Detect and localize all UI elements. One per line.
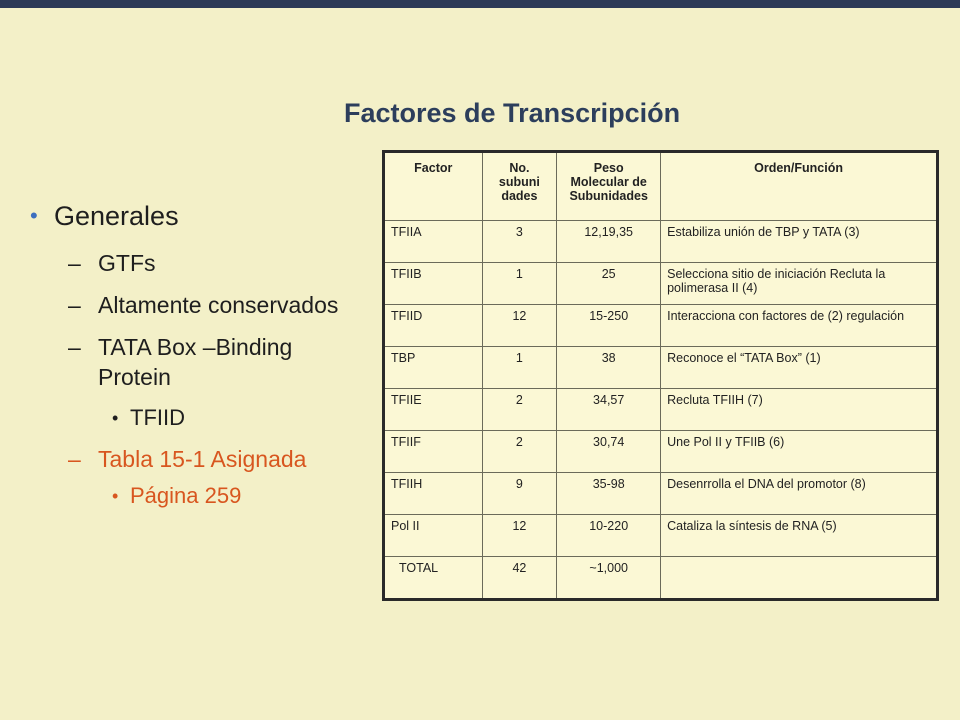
cell-weight: 10-220 xyxy=(557,515,661,557)
dash-icon: – xyxy=(68,446,81,472)
cell-factor: Pol II xyxy=(384,515,483,557)
slide-title: Factores de Transcripción xyxy=(344,98,681,128)
cell-function: Une Pol II y TFIIB (6) xyxy=(661,431,938,473)
header-function: Orden/Función xyxy=(661,152,938,221)
cell-weight: 30,74 xyxy=(557,431,661,473)
cell-factor: TFIIF xyxy=(384,431,483,473)
table-row xyxy=(384,515,938,557)
cell-function: Selecciona sitio de iniciación Recluta la polimerasa II (4) xyxy=(661,263,938,305)
cell-weight: 15-250 xyxy=(557,305,661,347)
table-header-row xyxy=(384,152,938,221)
dash-icon: – xyxy=(68,250,81,276)
bullet-tabla xyxy=(30,444,370,474)
bullet-text: Generales xyxy=(54,201,179,231)
cell-subunits: 12 xyxy=(482,305,557,347)
bullet-tata xyxy=(30,332,370,392)
table-row xyxy=(384,389,938,431)
bullet-gtfs xyxy=(30,248,370,278)
cell-factor: TFIIA xyxy=(384,221,483,263)
bullet-text: Tabla 15-1 Asignada xyxy=(98,446,307,472)
bullet-dot-icon: • xyxy=(30,203,38,228)
cell-function: Desenrrolla el DNA del promotor (8) xyxy=(661,473,938,515)
dash-icon: – xyxy=(68,292,81,318)
cell-function: Reconoce el “TATA Box” (1) xyxy=(661,347,938,389)
cell-subunits: 2 xyxy=(482,389,557,431)
cell-function: Recluta TFIIH (7) xyxy=(661,389,938,431)
cell-subunits: 2 xyxy=(482,431,557,473)
bullet-text: Página 259 xyxy=(130,483,242,508)
cell-function: Interacciona con factores de (2) regulación xyxy=(661,305,938,347)
table-row xyxy=(384,263,938,305)
factors-table xyxy=(382,150,939,601)
table-row xyxy=(384,473,938,515)
cell-factor: TFIIH xyxy=(384,473,483,515)
header-factor: Factor xyxy=(384,152,483,221)
cell-subunits: 1 xyxy=(482,263,557,305)
cell-function xyxy=(661,557,938,600)
bullet-altamente xyxy=(30,290,370,320)
cell-factor: TBP xyxy=(384,347,483,389)
bullet-generales xyxy=(30,200,370,232)
bullet-text: GTFs xyxy=(98,250,156,276)
table-row xyxy=(384,305,938,347)
header-subunits: No. subuni dades xyxy=(482,152,557,221)
cell-subunits: 12 xyxy=(482,515,557,557)
cell-subunits: 42 xyxy=(482,557,557,600)
cell-weight: ~1,000 xyxy=(557,557,661,600)
cell-weight: 34,57 xyxy=(557,389,661,431)
cell-function: Cataliza la síntesis de RNA (5) xyxy=(661,515,938,557)
table-row xyxy=(384,431,938,473)
bullet-dot-icon: • xyxy=(112,408,119,428)
bullet-text: TFIID xyxy=(130,405,185,430)
bullet-pagina xyxy=(30,482,370,510)
table-row xyxy=(384,347,938,389)
cell-function: Estabiliza unión de TBP y TATA (3) xyxy=(661,221,938,263)
table-row xyxy=(384,221,938,263)
cell-factor: TFIIB xyxy=(384,263,483,305)
cell-weight: 38 xyxy=(557,347,661,389)
bullet-text: TATA Box –Binding Protein xyxy=(98,334,293,390)
bullet-text: Altamente conservados xyxy=(98,292,339,318)
top-bar xyxy=(0,0,960,8)
cell-subunits: 9 xyxy=(482,473,557,515)
cell-weight: 12,19,35 xyxy=(557,221,661,263)
bullet-dot-icon: • xyxy=(112,486,119,506)
dash-icon: – xyxy=(68,334,81,360)
cell-factor: TFIID xyxy=(384,305,483,347)
cell-weight: 25 xyxy=(557,263,661,305)
table-row-total xyxy=(384,557,938,600)
cell-factor: TOTAL xyxy=(384,557,483,600)
cell-weight: 35-98 xyxy=(557,473,661,515)
bullet-tfiid xyxy=(30,404,370,432)
cell-factor: TFIIE xyxy=(384,389,483,431)
cell-subunits: 1 xyxy=(482,347,557,389)
cell-subunits: 3 xyxy=(482,221,557,263)
bullet-list xyxy=(30,200,370,510)
header-molecular-weight: Peso Molecular de Subunidades xyxy=(557,152,661,221)
